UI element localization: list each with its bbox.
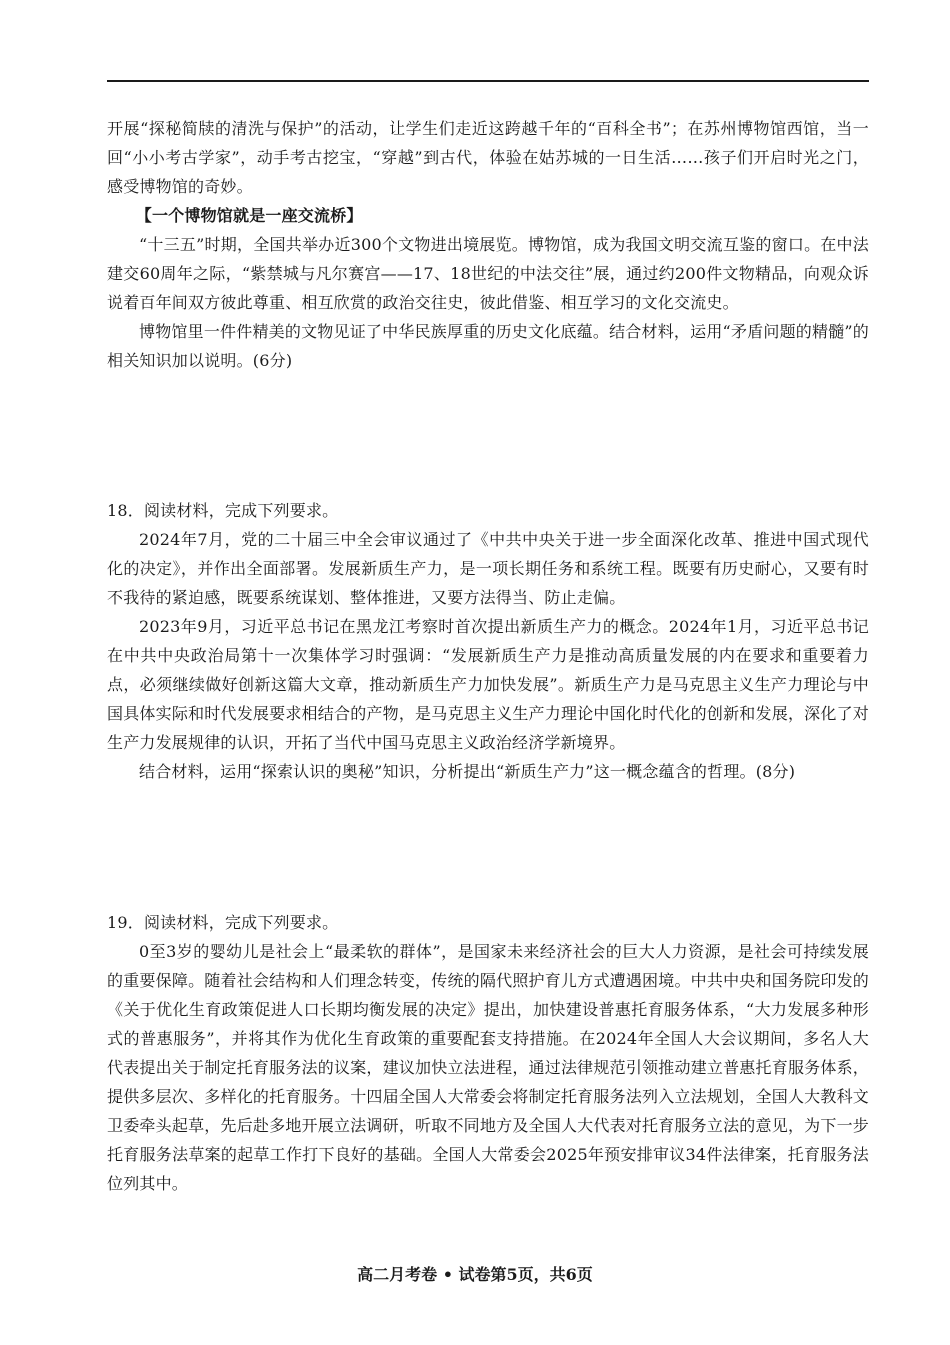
q19-material-paragraph: 0至3岁的婴幼儿是社会上“最柔软的群体”，是国家未来经济社会的巨大人力资源，是社会可持续发展的重要保障。随着社会结构和人们理念转变，传统的隔代照护育儿方式遭遇困境。中共中央和国务院印发的《关于优化生育政策促进人口长期均衡发展的决定》提出，加快建设普惠托育服务体系，“大力发展多种形式的普惠服务”，并将其作为优化生育政策的重要配套支持措施。在2024年全国人大会议期间，多名人大代表提出关于制定托育服务法的议案，建议加快立法进程，通过法律规范引领推动建立普惠托育服务体系，提供多层次、多样化的托育服务。十四届全国人大常委会将制定托育服务法列入立法规划，全国人大教科文卫委牵头起草，先后赴多地开展立法调研，听取不同地方及全国人大代表对托育服务立法的意见，为下一步托育服务法草案的起草工作打下良好的基础。全国人大常委会2025年预安排审议34件法律案，托育服务法位列其中。 [107, 942, 869, 1193]
q18-material-paragraph-2: 2023年9月，习近平总书记在黑龙江考察时首次提出新质生产力的概念。2024年1月，习近平总书记在中共中央政治局第十一次集体学习时强调：“发展新质生产力是推动高质量发展的内在要求和重要着力点，必须继续做好创新这篇大文章，推动新质生产力加快发展”。新质生产力是马克思主义生产力理论与中国具体实际和时代发展要求相结合的产物，是马克思主义生产力理论中国化时代化的创新和发展，深化了对生产力发展规律的认识，开拓了当代中国马克思主义政治经济学新境界。 [107, 617, 869, 752]
q17-material-paragraph: “十三五”时期，全国共举办近300个文物进出境展览。博物馆，成为我国文明交流互鉴的窗口。在中法建交60周年之际，“紫禁城与凡尔赛宫——17、18世纪的中法交往”展，通过约200件文物精品，向观众诉说着百年间双方彼此尊重、相互欣赏的政治交往史，彼此借鉴、相互学习的文化交流史。 [107, 235, 869, 312]
answer-space-q17 [107, 375, 869, 496]
q19-title: 19．阅读材料，完成下列要求。 [107, 913, 339, 932]
q18-material-paragraph-1: 2024年7月，党的二十届三中全会审议通过了《中共中央关于进一步全面深化改革、推进中国式现代化的决定》，并作出全面部署。发展新质生产力，是一项长期任务和系统工程。既要有历史耐心，又要有时不我待的紧迫感，既要系统谋划、整体推进，又要方法得当、防止走偏。 [107, 530, 869, 607]
header-rule [107, 80, 869, 82]
q17-material-continuation: 开展“探秘简牍的清洗与保护”的活动，让学生们走近这跨越千年的“百科全书”；在苏州博物馆西馆，当一回“小小考古学家”，动手考古挖宝，“穿越”到古代，体验在姑苏城的一日生活……孩子们开启时光之门，感受博物馆的奇妙。 [107, 119, 869, 196]
q18-question: 结合材料，运用“探索认识的奥秘”知识，分析提出“新质生产力”这一概念蕴含的哲理。(8分) [139, 762, 796, 781]
q17-question: 博物馆里一件件精美的文物见证了中华民族厚重的历史文化底蕴。结合材料，运用“矛盾问题的精髓”的相关知识加以说明。(6分) [107, 322, 869, 370]
exam-page-body [107, 114, 869, 1198]
page-footer: 高二月考卷 • 试卷第5页，共6页 [357, 1265, 593, 1284]
q17-section-heading: 【一个博物馆就是一座交流桥】 [135, 206, 363, 225]
q18-title: 18．阅读材料，完成下列要求。 [107, 501, 339, 520]
answer-space-q18 [107, 786, 869, 908]
